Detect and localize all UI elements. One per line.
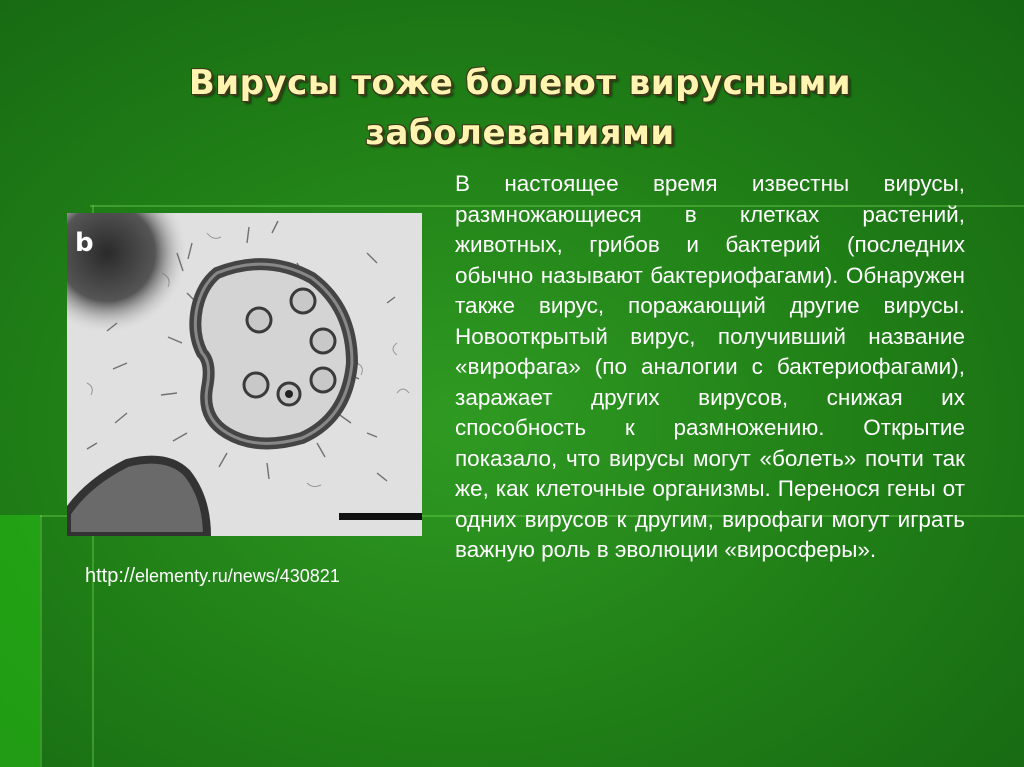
virus-micrograph bbox=[67, 213, 422, 536]
slide-title-line-2: заболеваниями bbox=[365, 113, 675, 153]
source-link-path: elementy.ru/news/430821 bbox=[135, 566, 340, 586]
slide-title-line-1: Вирусы тоже болеют вирусными bbox=[188, 63, 852, 103]
source-link-protocol: http:// bbox=[85, 565, 136, 587]
source-link[interactable] bbox=[85, 565, 340, 588]
decorative-line bbox=[40, 515, 42, 767]
micrograph-image bbox=[67, 213, 422, 536]
panel-label: b bbox=[75, 228, 94, 258]
scale-bar bbox=[339, 513, 422, 520]
body-paragraph: В настоящее время известны вирусы, размножающиеся в клетках растений, животных, грибов и бактерий (последних обычно называют бактериофагами). Обнаружен также вирус, поражающий другие вирусы. Новооткрытый вирус, получивший название «вирофага» (по аналогии с бактериофагами), заражает других вирусов, снижая их способность к размножению. Открытие показало, что вирусы могут «болеть» почти так же, как клеточные организмы. Перенося гены от одних вирусов к другим, вирофаги могут играть важную роль в эволюции «виросферы». bbox=[455, 171, 965, 562]
decorative-corner bbox=[0, 515, 40, 767]
slide-title bbox=[60, 58, 980, 158]
